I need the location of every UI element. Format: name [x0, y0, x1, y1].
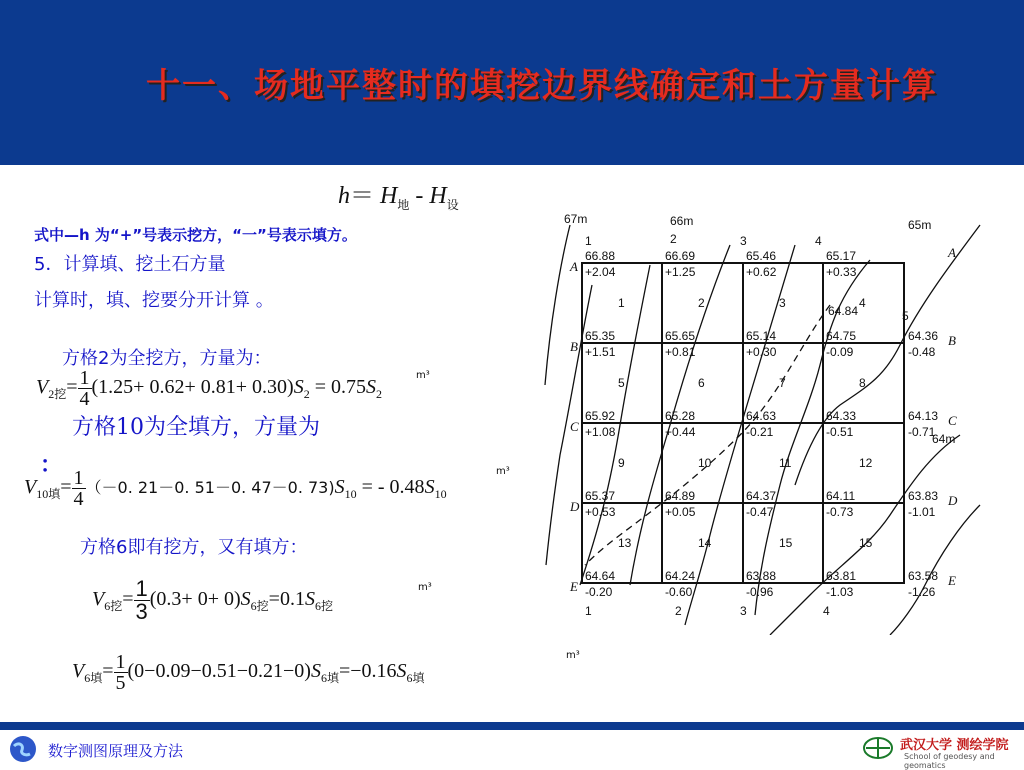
- node-elevation: 64.33: [826, 409, 857, 423]
- cell-number: 4: [859, 296, 866, 310]
- row-letter-right: D: [948, 493, 958, 508]
- column-number-top: 1: [585, 234, 592, 248]
- node-height-diff: -1.01: [908, 505, 936, 519]
- node-elevation: 64.13: [908, 409, 939, 423]
- node-elevation: 65.65: [665, 329, 696, 343]
- formula-v6-cut: $V_{6挖}=$ $\frac{1}{3}$ $(0.3+ 0+ 0)S_{6挖}=0.1S_{6挖}$: [92, 576, 333, 624]
- formula-v2: $V_{2挖}=$ $\frac{1}{4}$ $(1.25+ 0.62+ 0.81+ 0.30)S_2 = 0.75S_2$: [36, 367, 382, 410]
- definition-line: 式中—h 为“+”号表示挖方，“一”号表示填方。: [34, 226, 357, 244]
- row-letter-right: A: [948, 245, 956, 260]
- node-height-diff: -0.48: [908, 345, 936, 359]
- cell-number: 7: [779, 376, 786, 390]
- node-elevation: 64.64: [585, 569, 616, 583]
- node-elevation: 65.46: [746, 249, 777, 263]
- university-emblem-icon: [862, 736, 894, 760]
- contour-label: 65m: [908, 218, 932, 232]
- column-number-top: 2: [670, 232, 677, 246]
- node-height-diff: -0.09: [826, 345, 854, 359]
- school-name: 武汉大学 测绘学院: [900, 738, 1009, 753]
- column-number-bottom: 2: [675, 604, 682, 618]
- cell-number: 3: [779, 296, 786, 310]
- row-letter-left: C: [570, 419, 579, 434]
- row-letter-left: B: [570, 339, 578, 354]
- row-letter-right: B: [948, 333, 956, 348]
- node-elevation: 63.88: [746, 569, 777, 583]
- earthwork-grid-figure: [540, 205, 1010, 635]
- node-height-diff: +0.44: [665, 425, 696, 439]
- course-name: 数字测图原理及方法: [48, 742, 184, 760]
- node-elevation: 65.17: [826, 249, 857, 263]
- node-elevation: 64.75: [826, 329, 857, 343]
- node-elevation: 66.69: [665, 249, 696, 263]
- node-height-diff: +0.62: [746, 265, 777, 279]
- colon: ：: [40, 453, 63, 478]
- cell-number: 13: [618, 536, 632, 550]
- node-elevation: 65.35: [585, 329, 616, 343]
- cell-number: 6: [698, 376, 705, 390]
- node-elevation: 64.11: [826, 489, 856, 503]
- grid10-heading: 方格10为全填方，方量为: [72, 415, 320, 440]
- node-height-diff: +0.53: [585, 505, 616, 519]
- node-height-diff: -0.73: [826, 505, 854, 519]
- node-height-diff: -0.96: [746, 585, 774, 599]
- cell-number: 8: [859, 376, 866, 390]
- node-elevation: 64.89: [665, 489, 696, 503]
- node-elevation: 65.37: [585, 489, 616, 503]
- unit-v6-cut: m³: [418, 582, 432, 593]
- column-number-bottom: 4: [823, 604, 830, 618]
- node-height-diff: +1.25: [665, 265, 696, 279]
- extra-elevation: 64.84: [828, 304, 859, 318]
- contour-label: 64m: [932, 432, 956, 446]
- node-elevation: 64.37: [746, 489, 777, 503]
- column-number-bottom: 3: [740, 604, 747, 618]
- node-height-diff: -1.26: [908, 585, 936, 599]
- node-elevation: 64.63: [746, 409, 777, 423]
- cell-number: 5: [618, 376, 625, 390]
- grid6-heading: 方格6即有挖方，又有填方：: [80, 537, 308, 558]
- cell-number: 2: [698, 296, 705, 310]
- formula-h: $h= H_地 - H_设$: [338, 183, 459, 212]
- node-elevation: 65.92: [585, 409, 616, 423]
- cell-number: 14: [698, 536, 712, 550]
- column-number-bottom: 1: [585, 604, 592, 618]
- node-elevation: 63.58: [908, 569, 939, 583]
- slide-title: 十一、场地平整时的填挖边界线确定和土方量计算: [146, 66, 938, 106]
- unit-v10: m³: [496, 466, 510, 477]
- node-height-diff: +1.51: [585, 345, 616, 359]
- school-name-en: School of geodesy and geomatics: [904, 752, 995, 770]
- node-height-diff: +0.30: [746, 345, 777, 359]
- node-height-diff: -0.51: [826, 425, 854, 439]
- node-height-diff: -0.47: [746, 505, 774, 519]
- row-letter-left: E: [570, 579, 578, 594]
- grid2-heading: 方格2为全挖方，方量为：: [62, 348, 272, 369]
- node-elevation: 64.24: [665, 569, 696, 583]
- node-height-diff: -0.21: [746, 425, 774, 439]
- cell-number: 11: [779, 456, 792, 470]
- cell-number: 15: [859, 536, 873, 550]
- cell-number: 12: [859, 456, 873, 470]
- node-height-diff: +0.81: [665, 345, 696, 359]
- node-height-diff: -0.20: [585, 585, 613, 599]
- node-height-diff: +2.04: [585, 265, 616, 279]
- globe-icon: [8, 734, 38, 764]
- node-elevation: 63.81: [826, 569, 857, 583]
- column-number-top: 4: [815, 234, 822, 248]
- cell-number: 10: [698, 456, 712, 470]
- node-height-diff: +1.08: [585, 425, 616, 439]
- row-letter-left: A: [570, 259, 578, 274]
- node-height-diff: +0.05: [665, 505, 696, 519]
- row-letter-right: C: [948, 413, 957, 428]
- node-height-diff: -0.71: [908, 425, 936, 439]
- node-elevation: 65.28: [665, 409, 696, 423]
- node-height-diff: -0.60: [665, 585, 693, 599]
- node-height-diff: -1.03: [826, 585, 854, 599]
- node-elevation: 66.88: [585, 249, 616, 263]
- node-elevation: 63.83: [908, 489, 939, 503]
- step-note: 计算时，填、挖要分开计算 。: [34, 290, 274, 311]
- node-elevation: 65.14: [746, 329, 777, 343]
- unit-v6-fill: m³: [566, 650, 580, 661]
- cell-number: 15: [779, 536, 793, 550]
- column-number-top: 5: [902, 309, 909, 323]
- node-elevation: 64.36: [908, 329, 939, 343]
- row-letter-left: D: [570, 499, 580, 514]
- node-height-diff: +0.33: [826, 265, 857, 279]
- cell-number: 9: [618, 456, 625, 470]
- formula-v10: $V_{10填}=$ $\frac{1}{4}$ （－0. 21－0. 51－0. 47－0. $73)S_{10}$ = - $0.48S_{10}$: [24, 467, 447, 510]
- unit-v2: m³: [416, 370, 430, 381]
- footer-bar: [0, 722, 1024, 730]
- formula-v6-fill: $V_{6填}=$ $\frac{1}{5}$ $(0-0.09-0.51-0.21-0)S_{6填}=-0.16S_{6填}$: [72, 651, 425, 694]
- contour-label: 66m: [670, 214, 694, 228]
- step-heading: 5．计算填、挖土石方量: [34, 254, 226, 275]
- column-number-top: 3: [740, 234, 747, 248]
- row-letter-right: E: [948, 573, 956, 588]
- contour-label: 67m: [564, 212, 588, 226]
- cell-number: 1: [618, 296, 625, 310]
